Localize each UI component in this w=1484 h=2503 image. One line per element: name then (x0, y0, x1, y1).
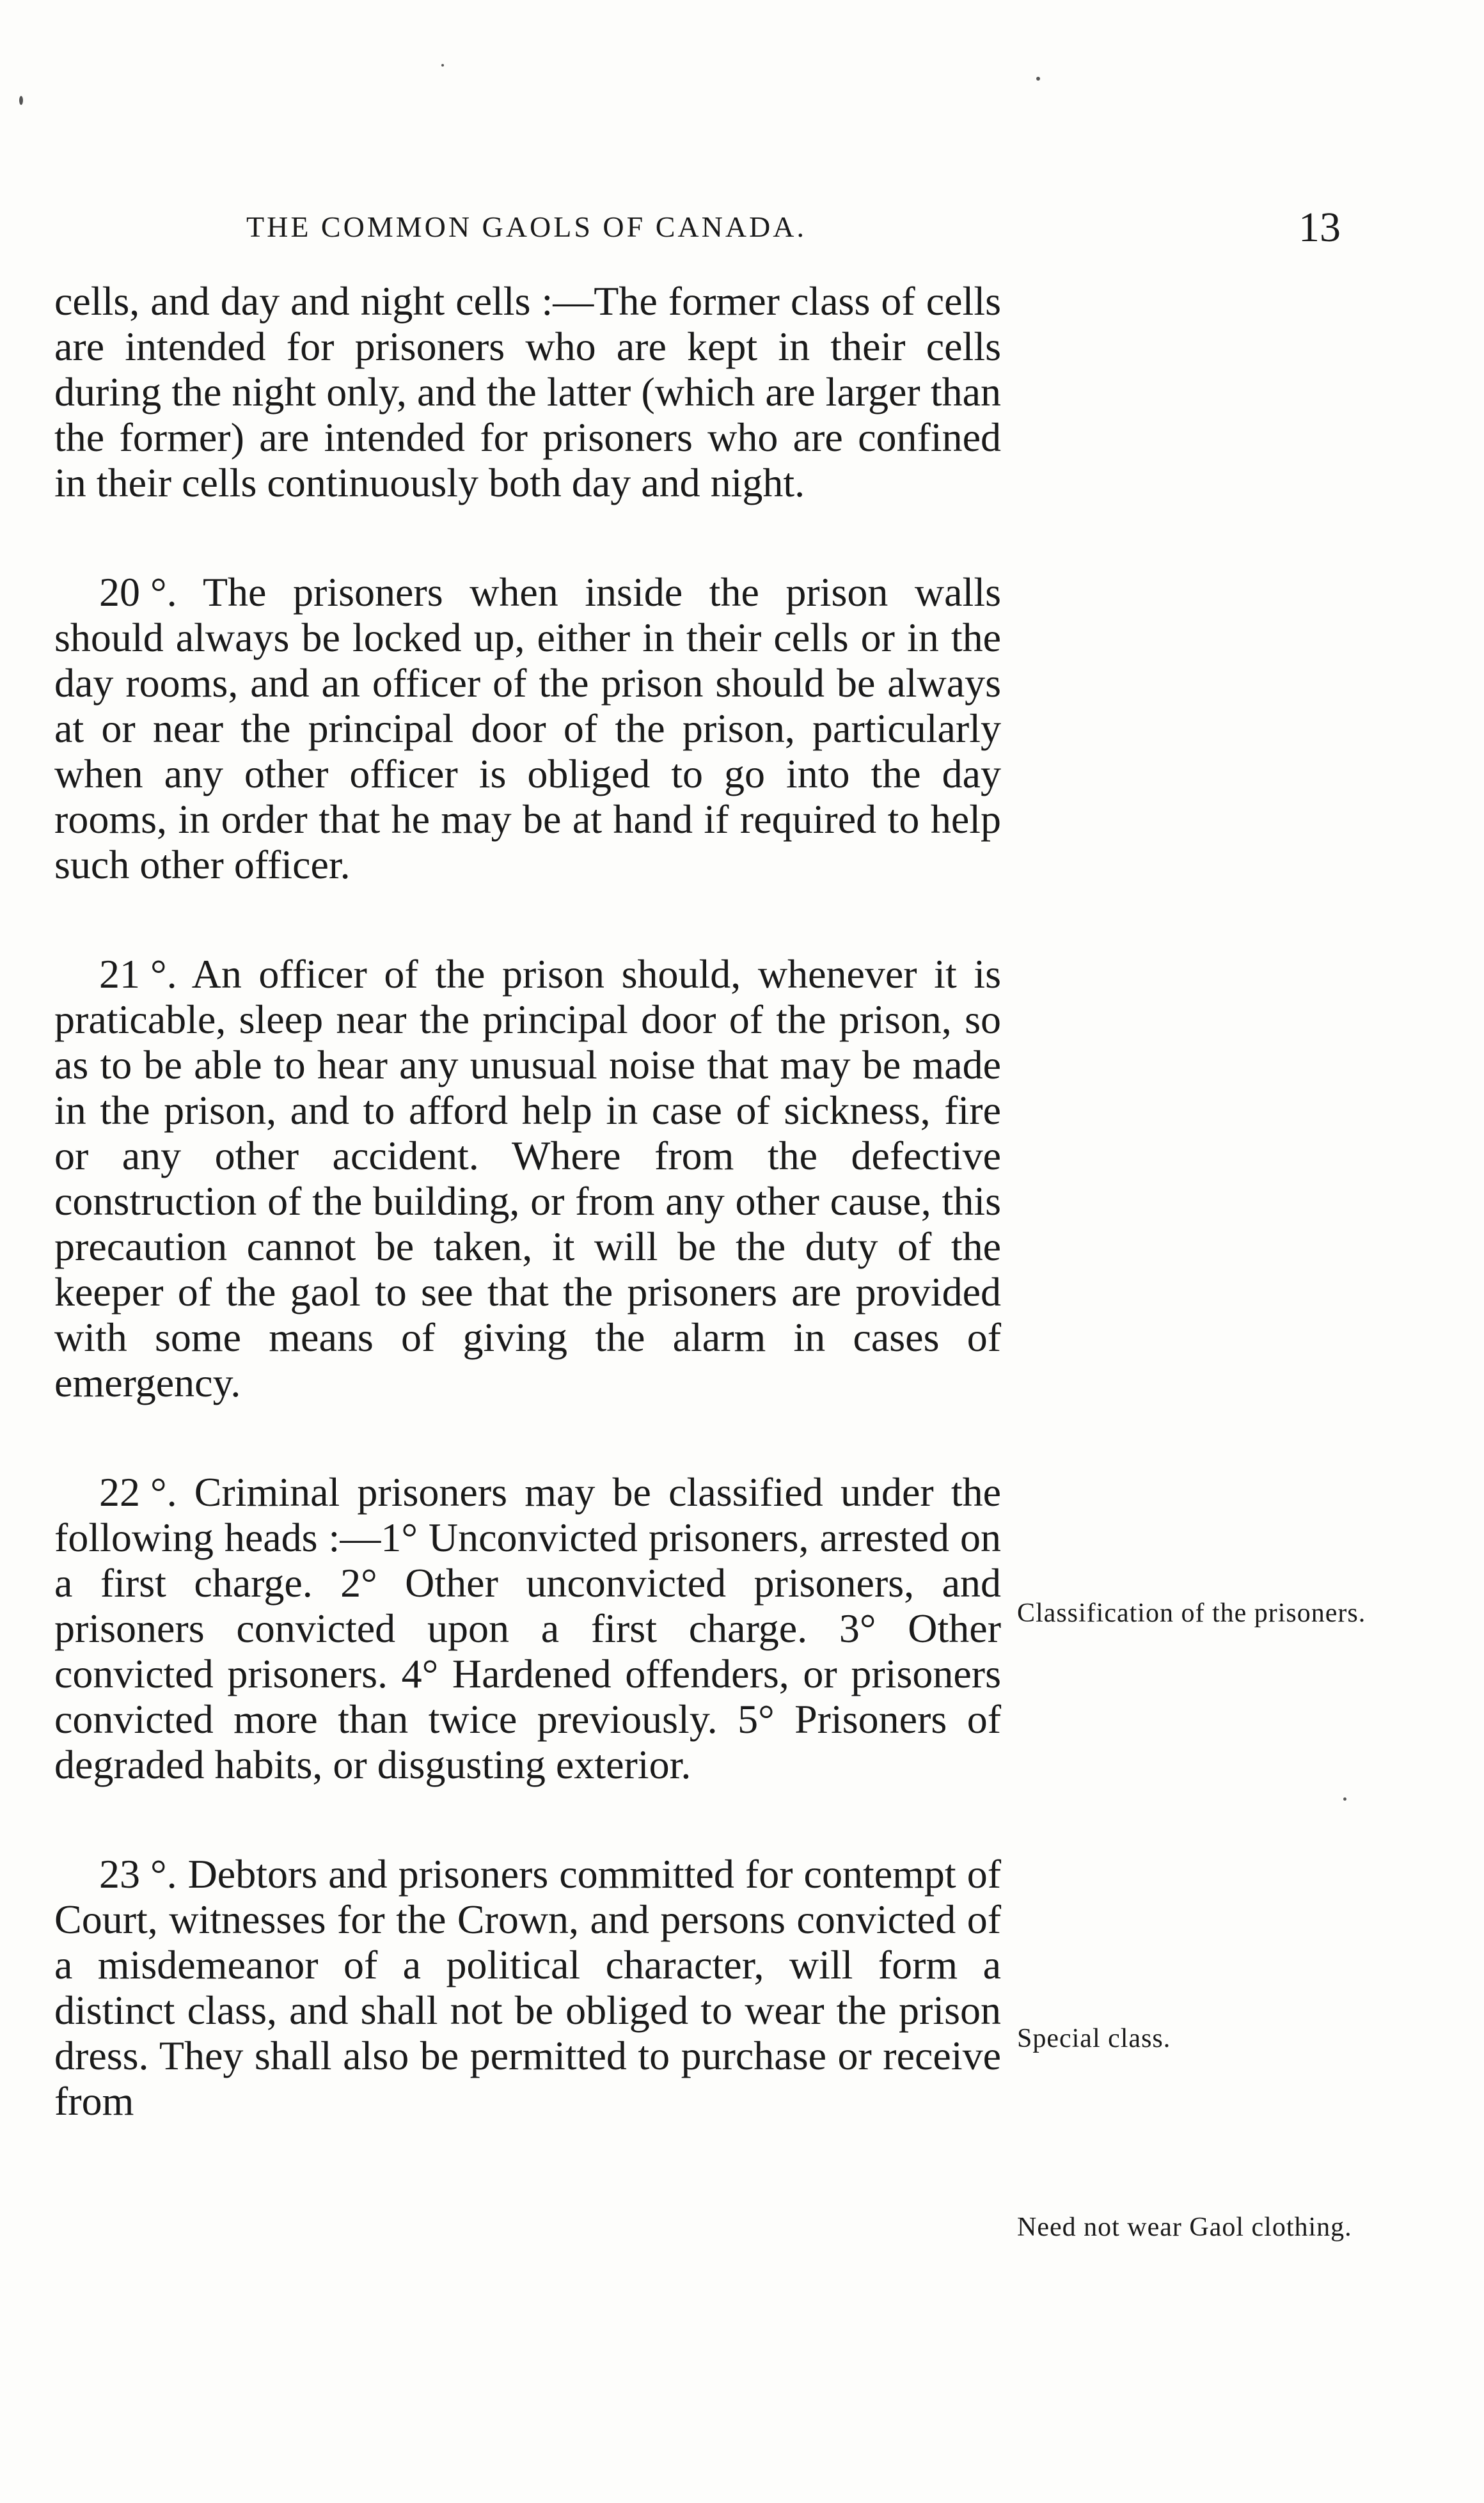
paragraph-23-number: 23 °. (99, 1851, 177, 1897)
paragraph-continuation-text: cells, and day and night cells :—The former class of cells are intended for prisoners who are kept in their cells during the night only, and the latter (which are larger than the former) are intended for prisoners who are confined in their cells continuously both day and night. (54, 278, 1001, 505)
scan-speck (1036, 77, 1040, 81)
paragraph-21-number: 21 °. (99, 951, 177, 997)
page-header (0, 203, 1484, 255)
paragraph-23 (54, 1851, 1001, 2124)
page-number: 13 (1298, 204, 1341, 251)
scan-speck (19, 96, 23, 105)
scan-speck (441, 64, 444, 67)
paragraph-21-text: An officer of the prison should, whenever it is praticable, sleep near the principal door of the prison, so as to be able to hear any unusual noise that may be made in the prison, and to afford help in case of sickness, fire or any other accident. Where from the defective construction of the building, or from any other cause, this precaution cannot be taken, it will be the duty of the keeper of the gaol to see that the prisoners are provided with some means of giving the alarm in cases of emergency. (54, 951, 1001, 1405)
margin-note-gaol-clothing: Need not wear Gaol clothing. (1017, 2213, 1352, 2242)
paragraph-21 (54, 951, 1001, 1405)
paragraph-continuation (54, 278, 1001, 505)
paragraph-22-text: Criminal prisoners may be classified under the following heads :—1° Unconvicted prisoners, arrested on a first charge. 2° Other unconvicted prisoners, and prisoners convicted upon a first charge. 3° Other convicted prisoners. 4° Hardened offenders, or prisoners convicted more than twice previously. 5° Prisoners of degraded habits, or disgusting exterior. (54, 1469, 1001, 1787)
running-head: THE COMMON GAOLS OF CANADA. (246, 210, 807, 243)
paragraph-20-number: 20 °. (99, 569, 177, 615)
margin-note-special-class: Special class. (1017, 2024, 1171, 2053)
body-text (54, 278, 1001, 2124)
paragraph-22-number: 22 °. (99, 1469, 177, 1515)
paragraph-23-text: Debtors and prisoners committed for contempt of Court, witnesses for the Crown, and persons convicted of a misdemeanor of a political character, will form a distinct class, and shall not be obliged to wear the prison dress. They shall also be permitted to purchase or receive from (54, 1851, 1001, 2124)
paragraph-22 (54, 1469, 1001, 1787)
paragraph-20-text: The prisoners when inside the prison walls should always be locked up, either in their cells or in the day rooms, and an officer of the prison should be always at or near the principal door of the prison, particularly when any other officer is obliged to go into the day rooms, in order that he may be at hand if required to help such other officer. (54, 569, 1001, 887)
paragraph-20 (54, 569, 1001, 887)
scan-speck (1343, 1797, 1346, 1801)
margin-note-classification: Classification of the prisoners. (1017, 1599, 1366, 1628)
